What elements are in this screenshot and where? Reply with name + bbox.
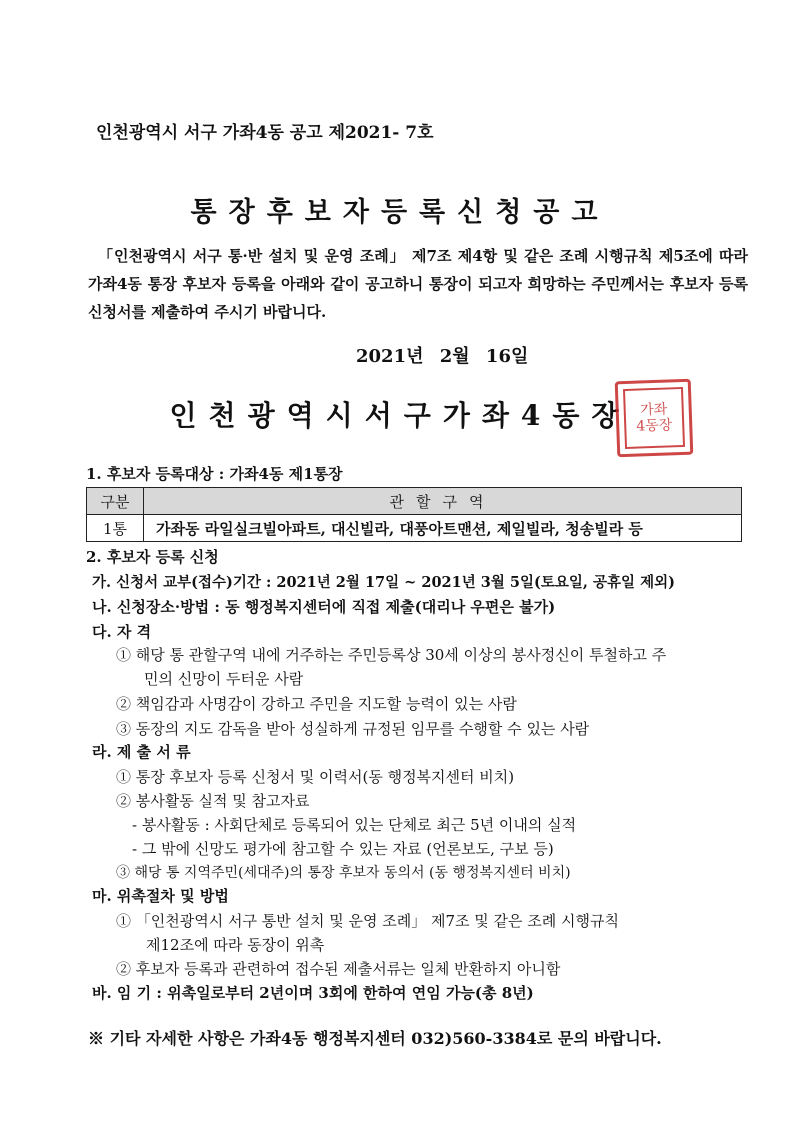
table-header-division: 구분 bbox=[87, 488, 144, 515]
seal-line-1: 가좌 bbox=[639, 401, 668, 419]
document-2-sub-2: - 그 밖에 신망도 평가에 참고할 수 있는 자료 (언론보도, 구보 등) bbox=[132, 840, 554, 858]
table-row bbox=[87, 515, 742, 542]
document-1: ① 통장 후보자 등록 신청서 및 이력서(동 행정복지센터 비치) bbox=[116, 768, 515, 786]
procedure-2: ② 후보자 등록과 관련하여 접수된 제출서류는 일체 반환하지 아니함 bbox=[116, 960, 561, 978]
notice-date: 2021년 2월 16일 bbox=[356, 346, 529, 367]
section-1-heading: 1. 후보자 등록대상 : 가좌4동 제1통장 bbox=[86, 465, 343, 483]
document-2: ② 봉사활동 실적 및 참고자료 bbox=[116, 792, 310, 810]
table-cell-division: 1통 bbox=[87, 515, 144, 542]
item-ba-term: 바. 임 기 : 위촉일로부터 2년이며 3회에 한하여 연임 가능(총 8년) bbox=[92, 984, 534, 1002]
document-2-sub-1: - 봉사활동 : 사회단체로 등록되어 있는 단체로 최근 5년 이내의 실적 bbox=[132, 816, 577, 834]
qualification-1: ① 해당 통 관할구역 내에 거주하는 주민등록상 30세 이상의 봉사정신이 투철하고 주 bbox=[116, 646, 667, 664]
item-ma-heading: 마. 위촉절차 및 방법 bbox=[92, 887, 229, 905]
qualification-2: ② 책임감과 사명감이 강하고 주민을 지도할 능력이 있는 사람 bbox=[116, 695, 517, 713]
notice-number: 인천광역시 서구 가좌4동 공고 제2021- 7호 bbox=[96, 123, 434, 143]
intro-paragraph: 「인천광역시 서구 통·반 설치 및 운영 조례」 제7조 제4항 및 같은 조례 시행규칙 제5조에 따라 가좌4동 통장 후보자 등록을 아래와 같이 공고하니 통장이 되고자 희망하는 주민께서는 후보자 등록신청서를 제출하여 주시기 바랍니다. bbox=[88, 247, 748, 321]
table-cell-area: 가좌동 라일실크빌아파트, 대신빌라, 대풍아트맨션, 제일빌라, 청송빌라 등 bbox=[144, 515, 742, 542]
seal-line-2: 4동장 bbox=[636, 417, 673, 435]
table-header-row bbox=[87, 488, 742, 515]
qualification-1-cont: 민의 신망이 두터운 사람 bbox=[144, 670, 304, 688]
footer-note: ※ 기타 자세한 사항은 가좌4동 행정복지센터 032)560-3384로 문의 바랍니다. bbox=[88, 1029, 662, 1048]
qualification-3: ③ 동장의 지도 감독을 받아 성실하게 규정된 임무를 수행할 수 있는 사람 bbox=[116, 720, 590, 738]
item-ra-heading: 라. 제 출 서 류 bbox=[92, 743, 191, 761]
item-na: 나. 신청장소·방법 : 동 행정복지센터에 직접 제출(대리나 우편은 불가) bbox=[92, 598, 556, 616]
section-2-heading: 2. 후보자 등록 신청 bbox=[86, 548, 219, 566]
item-da-heading: 다. 자 격 bbox=[92, 623, 152, 641]
official-seal bbox=[615, 379, 694, 458]
procedure-1-cont: 제12조에 따라 동장이 위촉 bbox=[146, 936, 325, 954]
jurisdiction-table bbox=[86, 487, 742, 542]
table-header-area: 관할구역 bbox=[144, 488, 742, 515]
issuer-name: 인천광역시서구가좌4동장 bbox=[169, 399, 631, 432]
item-ga: 가. 신청서 교부(접수)기간 : 2021년 2월 17일 ~ 2021년 3월 5일(토요일, 공휴일 제외) bbox=[92, 574, 675, 591]
page-title: 통장후보자등록신청공고 bbox=[190, 197, 610, 228]
document-3: ③ 해당 통 지역주민(세대주)의 통장 후보자 동의서 (동 행정복지센터 비치) bbox=[116, 865, 571, 881]
procedure-1: ① 「인천광역시 서구 통반 설치 및 운영 조례」 제7조 및 같은 조례 시행규칙 bbox=[116, 912, 619, 930]
